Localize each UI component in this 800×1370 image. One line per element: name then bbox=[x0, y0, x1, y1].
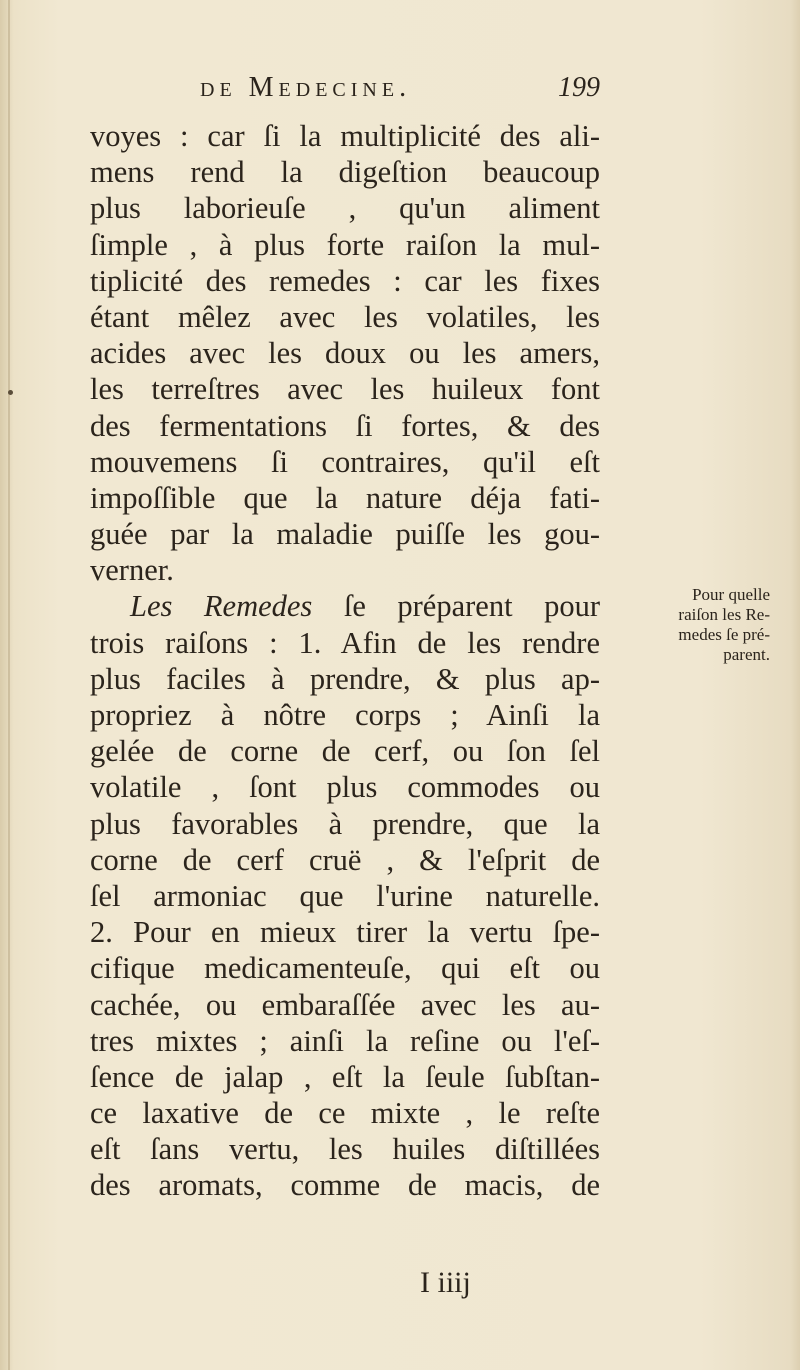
text-line: guée par la maladie puiſſe les gou- bbox=[90, 517, 600, 552]
running-title: de Medecine. bbox=[200, 72, 412, 103]
text-line: tiplicité des remedes : car les fixes bbox=[90, 263, 600, 298]
italic-lead: Les Remedes bbox=[130, 589, 313, 624]
margin-note-line: raiſon les Re- bbox=[678, 605, 770, 624]
text-line: tres mixtes ; ainſi la reſine ou l'eſ- bbox=[90, 1023, 600, 1058]
ink-speck bbox=[8, 390, 13, 395]
text-line: acides avec les doux ou les amers, bbox=[90, 336, 600, 371]
text-line: cachée, ou embaraſſée avec les au- bbox=[90, 987, 600, 1022]
text-line: impoſſible que la nature déja fati- bbox=[90, 480, 600, 515]
text-line: des aromats, comme de macis, de bbox=[90, 1168, 600, 1203]
body-text bbox=[90, 118, 600, 1204]
text-line: volatile , ſont plus commodes ou bbox=[90, 770, 600, 805]
text-line: ſimple , à plus forte raiſon la mul- bbox=[90, 227, 600, 262]
text-line: mouvemens ſi contraires, qu'il eſt bbox=[90, 444, 600, 479]
signature-mark: I iiij bbox=[420, 1266, 471, 1299]
text-line: gelée de corne de cerf, ou ſon ſel bbox=[90, 734, 600, 769]
text-line: les terreſtres avec les huileux font bbox=[90, 372, 600, 407]
text-line: mens rend la digeſtion beaucoup bbox=[90, 155, 600, 190]
text-line: trois raiſons : 1. Afin de les rendre bbox=[90, 625, 600, 660]
page-number: 199 bbox=[558, 72, 600, 103]
text-line: ſence de jalap , eſt la ſeule ſubſtan- bbox=[90, 1059, 600, 1094]
text-line: cifique medicamenteuſe, qui eſt ou bbox=[90, 951, 600, 986]
first-line-rest: ſe préparent pour bbox=[343, 589, 600, 624]
text-line: ce laxative de ce mixte , le reſte bbox=[90, 1096, 600, 1131]
text-line: corne de cerf cruë , & l'eſprit de bbox=[90, 842, 600, 877]
text-line: propriez à nôtre corps ; Ainſi la bbox=[90, 698, 600, 732]
margin-note-line: parent. bbox=[723, 645, 770, 664]
text-line: 2. Pour en mieux tirer la vertu ſpe- bbox=[90, 915, 600, 950]
text-line: étant mêlez avec les volatiles, les bbox=[90, 299, 600, 334]
text-line: plus favorables à prendre, que la bbox=[90, 806, 600, 841]
text-line: voyes : car ſi la multiplicité des ali- bbox=[90, 119, 600, 153]
text-line: plus laborieuſe , qu'un aliment bbox=[90, 191, 600, 226]
text-line: ſel armoniac que l'urine naturelle. bbox=[90, 878, 600, 913]
text-line: eſt ſans vertu, les huiles diſtillées bbox=[90, 1132, 600, 1167]
margin-note bbox=[620, 585, 770, 665]
text-line: verner. bbox=[90, 553, 174, 588]
text-line: des fermentations ſi fortes, & des bbox=[90, 408, 600, 443]
running-head bbox=[200, 72, 600, 112]
page-edge bbox=[8, 0, 10, 1370]
margin-note-line: medes ſe pré- bbox=[678, 625, 770, 644]
margin-note-line: Pour quelle bbox=[692, 585, 770, 604]
text-line: plus faciles à prendre, & plus ap- bbox=[90, 661, 600, 696]
paragraph-first-line bbox=[90, 588, 600, 624]
